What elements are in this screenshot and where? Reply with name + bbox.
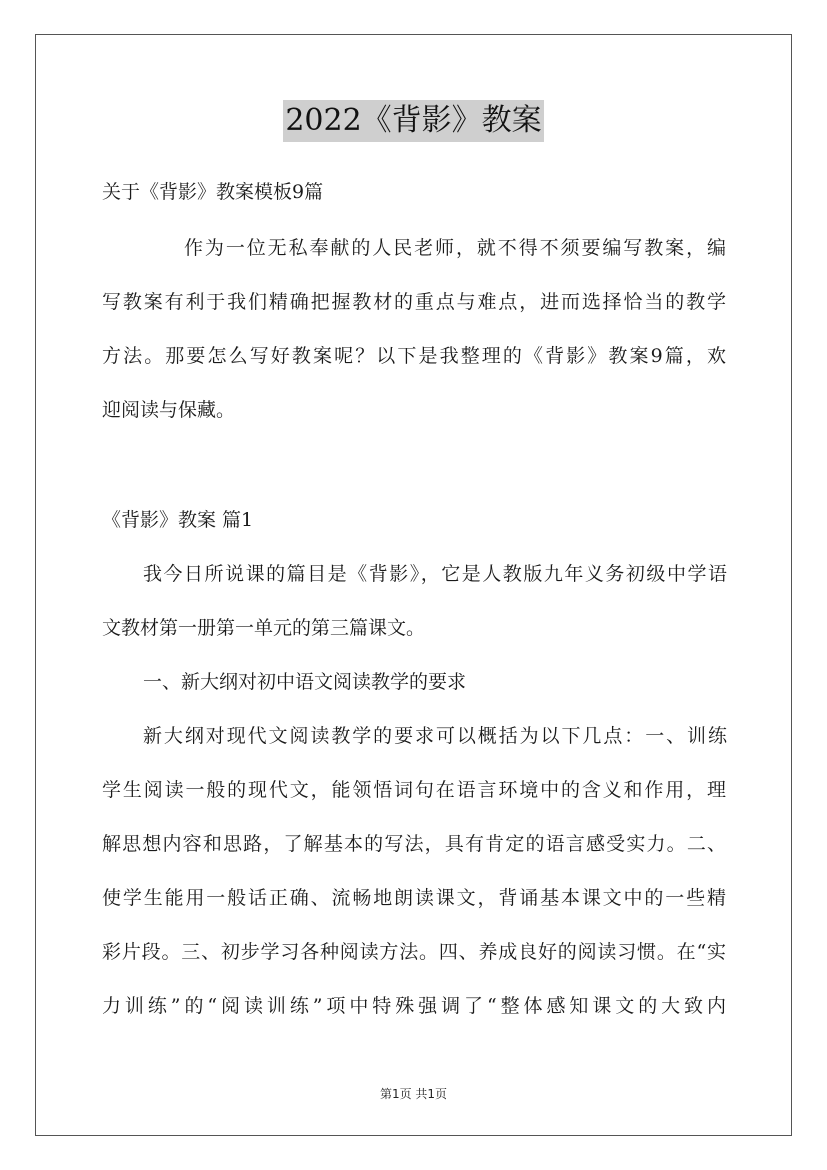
section-para-2-line-4: 使学生能用一般话正确、流畅地朗读课文，背诵基本课文中的一些精 (102, 887, 726, 909)
page-number-footer: 第1页 共1页 (379, 1087, 448, 1101)
title-wrap (0, 100, 827, 142)
section-para-2-line-2: 学生阅读一般的现代文，能领悟词句在语言环境中的含义和作用，理 (102, 779, 726, 801)
intro-line-1: 作为一位无私奉献的人民老师，就不得不须要编写教案，编 (184, 237, 726, 259)
intro-line-2: 写教案有利于我们精确把握教材的重点与难点，进而选择恰当的教学 (102, 291, 726, 313)
intro-line-4: 迎阅读与保藏。 (102, 399, 236, 421)
section-para-2-line-6: 力训练”的“阅读训练”项中特殊强调了“整体感知课文的大致内 (102, 995, 726, 1017)
intro-line-3: 方法。那要怎么写好教案呢？以下是我整理的《背影》教案9篇，欢 (102, 345, 726, 367)
section-para-1-line-2: 文教材第一册第一单元的第三篇课文。 (102, 617, 426, 639)
section-para-2-line-3: 解思想内容和思路，了解基本的写法，具有肯定的语言感受实力。二、 (102, 833, 726, 855)
section-para-1-line-1: 我今日所说课的篇目是《背影》，它是人教版九年义务初级中学语 (143, 563, 727, 585)
section-para-2-line-5: 彩片段。三、初步学习各种阅读方法。四、养成良好的阅读习惯。在“实 (102, 941, 726, 963)
section-item-heading: 一、新大纲对初中语文阅读教学的要求 (143, 671, 467, 693)
section-para-2-line-1: 新大纲对现代文阅读教学的要求可以概括为以下几点：一、训练 (143, 725, 727, 747)
document-subtitle: 关于《背影》教案模板9篇 (102, 181, 324, 203)
section-heading: 《背影》教案 篇1 (102, 509, 254, 531)
document-title: 2022《背影》教案 (283, 100, 543, 142)
